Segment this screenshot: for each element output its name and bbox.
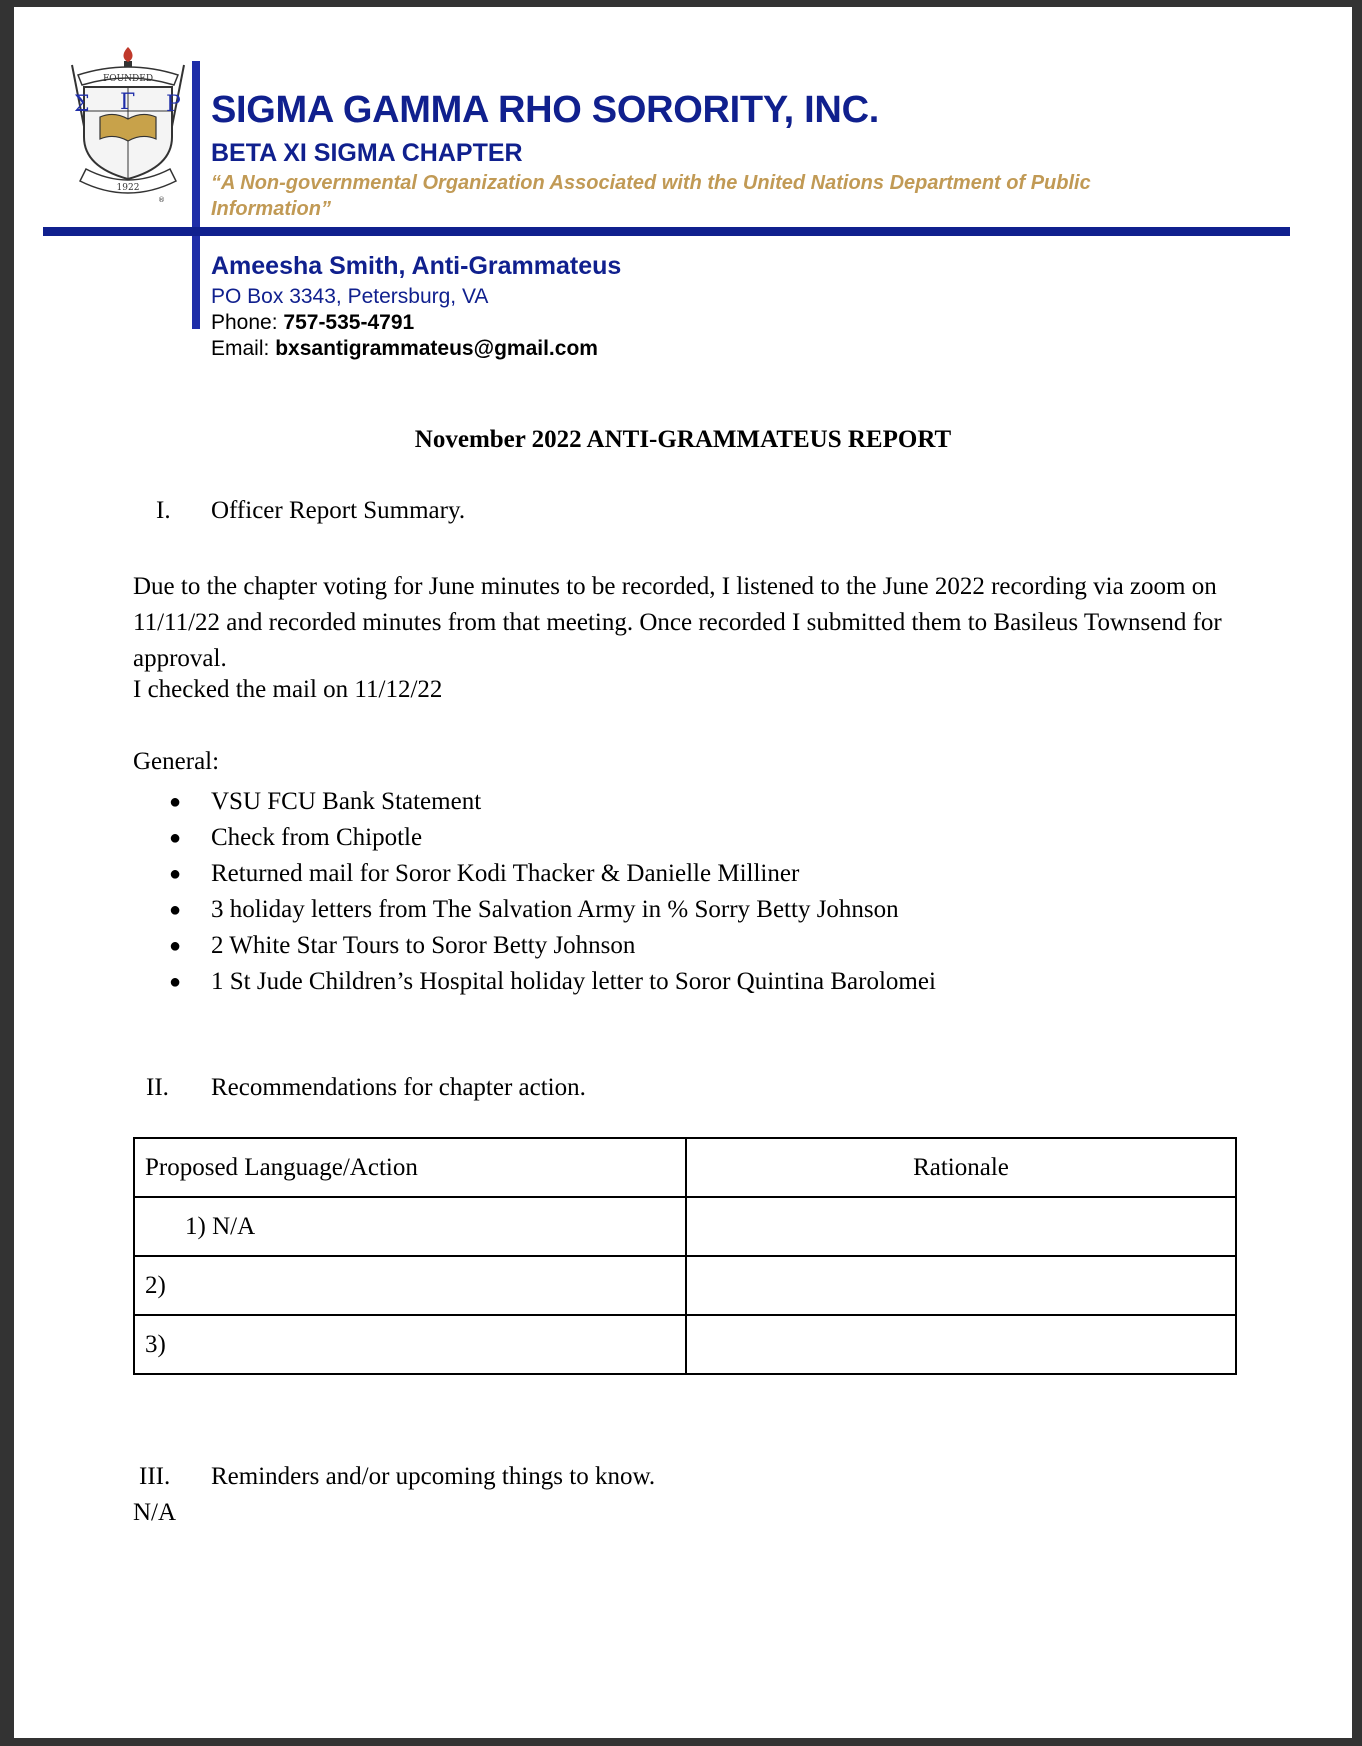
list-item-text: 3 holiday letters from The Salvation Army in % Sorry Betty Johnson <box>211 896 899 923</box>
document-page <box>14 7 1352 1738</box>
summary-paragraph: Due to the chapter voting for June minutes to be recorded, I listened to the June 2022 recording via zoom on 11/11/22 and recorded minutes from that meeting. Once recorded I submitted them to Basileus Townsend for approval. <box>133 573 1222 672</box>
table-cell-action <box>134 1197 686 1256</box>
org-name: SIGMA GAMMA RHO SORORITY, INC. <box>211 89 879 131</box>
crest-letter-sigma: Σ <box>74 92 90 117</box>
list-item-text: VSU FCU Bank Statement <box>211 788 482 815</box>
crest-letter-rho: Ρ <box>166 92 181 117</box>
table-header-cell: Proposed Language/Action <box>134 1138 686 1197</box>
sorority-crest-icon <box>64 45 194 205</box>
bullet-icon: ● <box>169 899 182 921</box>
email-line <box>211 337 598 361</box>
general-label: General: <box>133 748 220 775</box>
officer-address: PO Box 3343, Petersburg, VA <box>211 285 489 308</box>
table-header-row <box>134 1138 1236 1197</box>
table-cell-rationale <box>686 1197 1236 1256</box>
phone-label: Phone: <box>211 311 278 334</box>
table-row <box>134 1197 1236 1256</box>
table-row <box>134 1315 1236 1374</box>
phone-number: 757-535-4791 <box>283 311 415 334</box>
letterhead-vertical-rule <box>192 61 200 329</box>
bullet-icon: ● <box>169 863 182 885</box>
tagline: “A Non-governmental Organization Associated with the United Nations Department of Public Information” <box>211 172 1091 220</box>
table-cell-rationale <box>686 1315 1236 1374</box>
list-item-text: 1 St Jude Children’s Hospital holiday letter to Soror Quintina Barolomei <box>211 968 936 995</box>
table-header-cell: Rationale <box>686 1138 1236 1197</box>
officer-name: Ameesha Smith, Anti-Grammateus <box>211 252 622 280</box>
section-1-number: I. <box>156 497 171 524</box>
bullet-icon: ● <box>169 827 182 849</box>
list-item-text: 2 White Star Tours to Soror Betty Johnson <box>211 932 636 959</box>
section-3-body: N/A <box>133 1499 177 1526</box>
crest-registered-mark: ® <box>158 196 165 204</box>
table-row <box>134 1256 1236 1315</box>
email-address: bxsantigrammateus@gmail.com <box>275 337 598 360</box>
email-label: Email: <box>211 337 270 360</box>
list-item-text: Returned mail for Soror Kodi Thacker & Danielle Milliner <box>211 860 800 887</box>
crest-letter-gamma: Γ <box>120 90 136 115</box>
crest-founded-text: FOUNDED <box>102 74 154 84</box>
table-cell-action: 2) <box>134 1256 686 1315</box>
mail-check-line: I checked the mail on 11/12/22 <box>133 676 443 703</box>
section-1-heading: Officer Report Summary. <box>211 497 466 524</box>
section-3-number: III. <box>139 1463 171 1490</box>
action-text: 1) N/A <box>185 1212 256 1240</box>
bullet-icon: ● <box>169 791 182 813</box>
list-item-text: Check from Chipotle <box>211 824 423 851</box>
table-cell-action: 3) <box>134 1315 686 1374</box>
crest-year-text: 1922 <box>116 183 140 193</box>
section-2-heading: Recommendations for chapter action. <box>211 1074 586 1101</box>
phone-line <box>211 311 414 335</box>
recommendations-table <box>133 1137 1237 1375</box>
bullet-icon: ● <box>169 935 182 957</box>
section-3-heading: Reminders and/or upcoming things to know. <box>211 1463 656 1490</box>
report-title: November 2022 ANTI-GRAMMATEUS REPORT <box>414 426 952 453</box>
letterhead-horizontal-rule <box>43 227 1290 236</box>
table-cell-rationale <box>686 1256 1236 1315</box>
chapter-name: BETA XI SIGMA CHAPTER <box>211 139 523 167</box>
section-2-number: II. <box>146 1074 169 1101</box>
bullet-icon: ● <box>169 971 182 993</box>
